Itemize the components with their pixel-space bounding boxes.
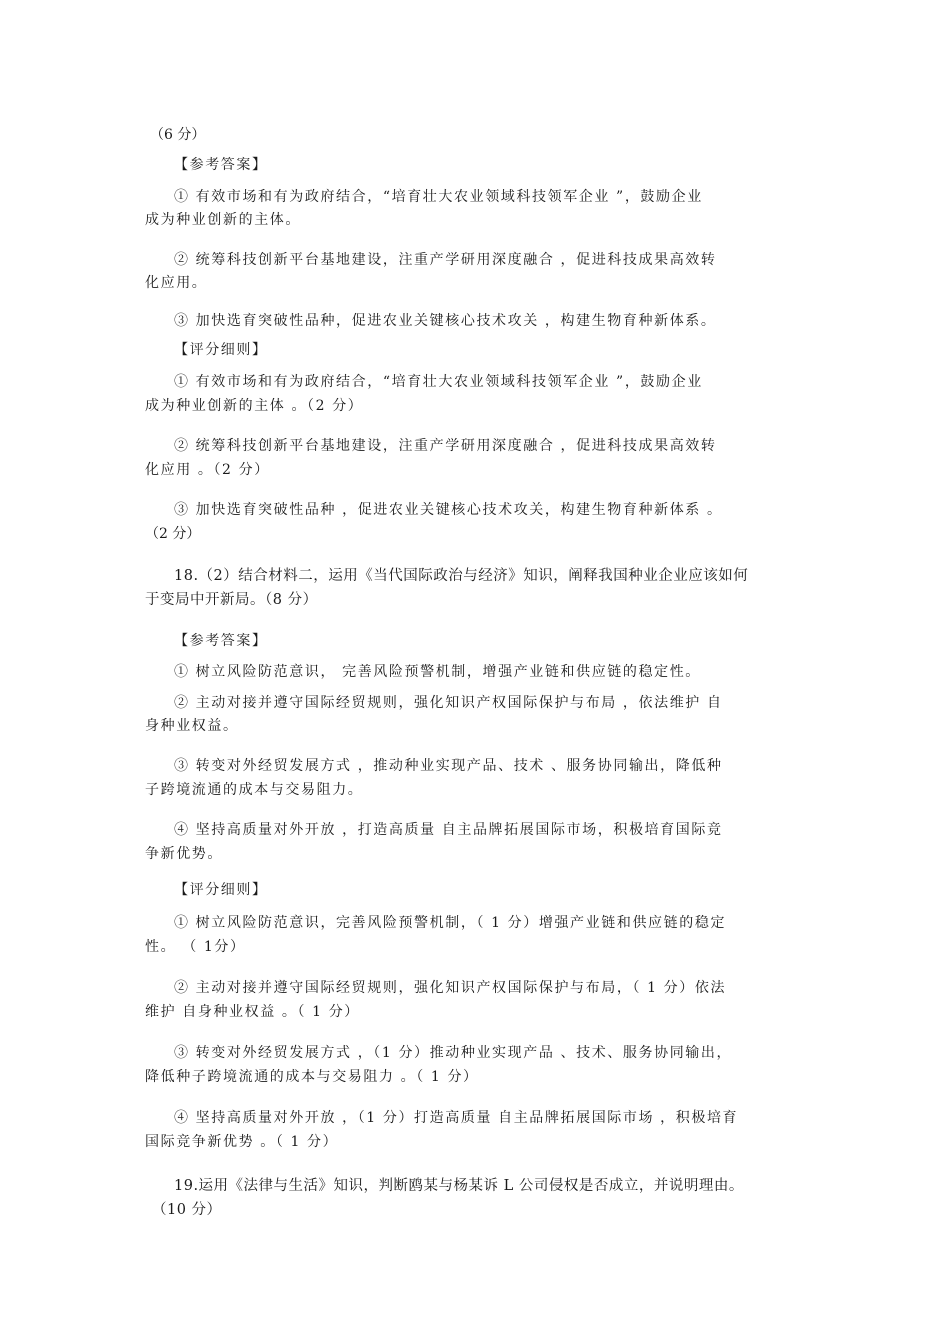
section-heading-scoring-rules: 【评分细则】 — [174, 342, 268, 358]
answer-line: ④ 坚持高质量对外开放 ，打造高质量 自主品牌拓展国际市场，积极培育国际竞 — [174, 822, 723, 838]
question-19: （10 分） — [152, 1202, 222, 1218]
question-19: 19.运用《法律与生活》知识，判断鸥某与杨某诉 L 公司侵权是否成立，并说明理由。 — [174, 1178, 744, 1194]
scoring-line: ② 统筹科技创新平台基地建设，注重产学研用深度融合 ，促进科技成果高效转 — [174, 438, 717, 454]
scoring-line: ② 主动对接并遵守国际经贸规则，强化知识产权国际保护与布局，（ 1 分）依法 — [174, 980, 727, 996]
scoring-line: 降低种子跨境流通的成本与交易阻力 。（ 1 分） — [145, 1069, 479, 1085]
answer-line: ① 有效市场和有为政府结合，“培育壮大农业领域科技领军企业 ”，鼓励企业 — [174, 189, 703, 205]
answer-line: ① 树立风险防范意识， 完善风险预警机制，增强产业链和供应链的稳定性。 — [174, 664, 701, 680]
scoring-line: 成为种业创新的主体 。（2 分） — [145, 398, 364, 414]
scoring-line: ③ 转变对外经贸发展方式 ，（1 分）推动种业实现产品 、技术、服务协同输出， — [174, 1045, 733, 1061]
scoring-line: 维护 自身种业权益 。（ 1 分） — [145, 1004, 360, 1020]
question-18-2: 18.（2）结合材料二，运用《当代国际政治与经济》知识，阐释我国种业企业应该如何 — [174, 568, 749, 584]
answer-line: ③ 加快选育突破性品种，促进农业关键核心技术攻关 ，构建生物育种新体系。 — [174, 313, 717, 329]
scoring-line: 国际竞争新优势 。（ 1 分） — [145, 1134, 339, 1150]
answer-line: 子跨境流通的成本与交易阻力。 — [145, 782, 364, 798]
answer-line: 争新优势。 — [145, 846, 223, 862]
scoring-line: 化应用 。（2 分） — [145, 462, 270, 478]
answer-line: 化应用。 — [145, 275, 208, 291]
score-note: （6 分） — [150, 127, 206, 143]
scoring-line: ① 有效市场和有为政府结合，“培育壮大农业领域科技领军企业 ”，鼓励企业 — [174, 374, 703, 390]
section-heading-scoring-rules: 【评分细则】 — [174, 882, 268, 898]
answer-line: 身种业权益。 — [145, 718, 239, 734]
question-18-2: 于变局中开新局。（8 分） — [145, 592, 318, 608]
answer-line: ③ 转变对外经贸发展方式 ，推动种业实现产品、技术 、服务协同输出，降低种 — [174, 758, 723, 774]
section-heading-reference-answer: 【参考答案】 — [174, 157, 268, 173]
answer-line: ② 主动对接并遵守国际经贸规则，强化知识产权国际保护与布局 ，依法维护 自 — [174, 695, 723, 711]
scoring-line: ① 树立风险防范意识，完善风险预警机制，（ 1 分）增强产业链和供应链的稳定 — [174, 915, 727, 931]
scoring-line: ③ 加快选育突破性品种 ，促进农业关键核心技术攻关，构建生物育种新体系 。 — [174, 502, 723, 518]
scoring-line: （2 分） — [145, 526, 201, 542]
answer-line: ② 统筹科技创新平台基地建设，注重产学研用深度融合 ，促进科技成果高效转 — [174, 252, 717, 268]
scoring-line: 性。 （ 1分） — [145, 939, 246, 955]
answer-line: 成为种业创新的主体。 — [145, 212, 301, 228]
scoring-line: ④ 坚持高质量对外开放 ，（1 分）打造高质量 自主品牌拓展国际市场 ，积极培育 — [174, 1110, 739, 1126]
section-heading-reference-answer: 【参考答案】 — [174, 633, 268, 649]
